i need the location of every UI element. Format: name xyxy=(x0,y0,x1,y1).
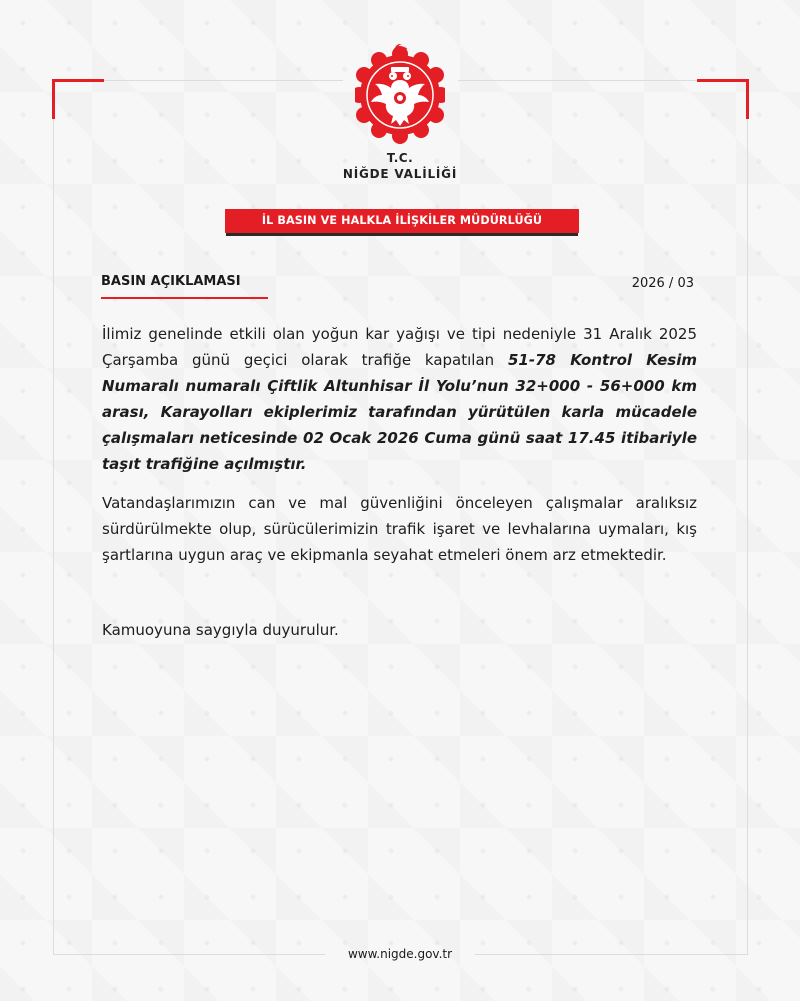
paragraph-1-emphasis: 51-78 Kontrol Kesim Numaralı numaralı Çiftlik Altunhisar İl Yolu’nun 32+000 - 56+000 km arası, Karayolları ekiplerimiz tarafından yürütülen karla mücadele çalışmaları neticesinde 02 Ocak 2026 Cuma günü saat 17.45 itibariyle taşıt trafiğine açılmıştır. xyxy=(102,351,697,473)
frame-right-border xyxy=(747,80,748,955)
state-label: T.C. xyxy=(386,151,414,165)
body-paragraph-3: Kamuoyuna saygıyla duyurulur. xyxy=(102,621,339,639)
nigde-governorship-emblem xyxy=(355,40,445,144)
corner-accent-top-left xyxy=(52,79,104,82)
corner-accent-top-left-vertical xyxy=(52,79,55,119)
title-underline xyxy=(101,297,268,299)
body-paragraph-2: Vatandaşlarımızın can ve mal güvenliğini önceleyen çalışmalar aralıksız sürdürülmekte olup, sürücülerimizin trafik işaret ve levhalarına uymaları, kış şartlarına uygun araç ve ekipmanla seyahat etmeleri önem arz etmektedir. xyxy=(102,494,697,564)
press-release-title: BASIN AÇIKLAMASI xyxy=(101,274,241,289)
frame-left-border xyxy=(53,80,54,955)
department-name: İL BASIN VE HALKLA İLİŞKİLER MÜDÜRLÜĞÜ xyxy=(261,214,543,227)
website-link[interactable]: www.nigde.gov.tr xyxy=(347,947,453,961)
province-name: NİĞDE VALİLİĞİ xyxy=(342,167,458,181)
paragraph-1-text: İlimiz genelinde etkili olan yoğun kar yağışı ve tipi nedeniyle 31 Aralık 2025 Çarşamba günü geçici olarak trafiğe kapatılan xyxy=(102,325,697,369)
document-number: 2026 / 03 xyxy=(631,276,694,291)
body-paragraph-1 xyxy=(102,321,697,477)
corner-accent-top-right-vertical xyxy=(746,79,749,119)
corner-accent-top-right xyxy=(697,79,749,82)
department-banner xyxy=(225,209,579,233)
